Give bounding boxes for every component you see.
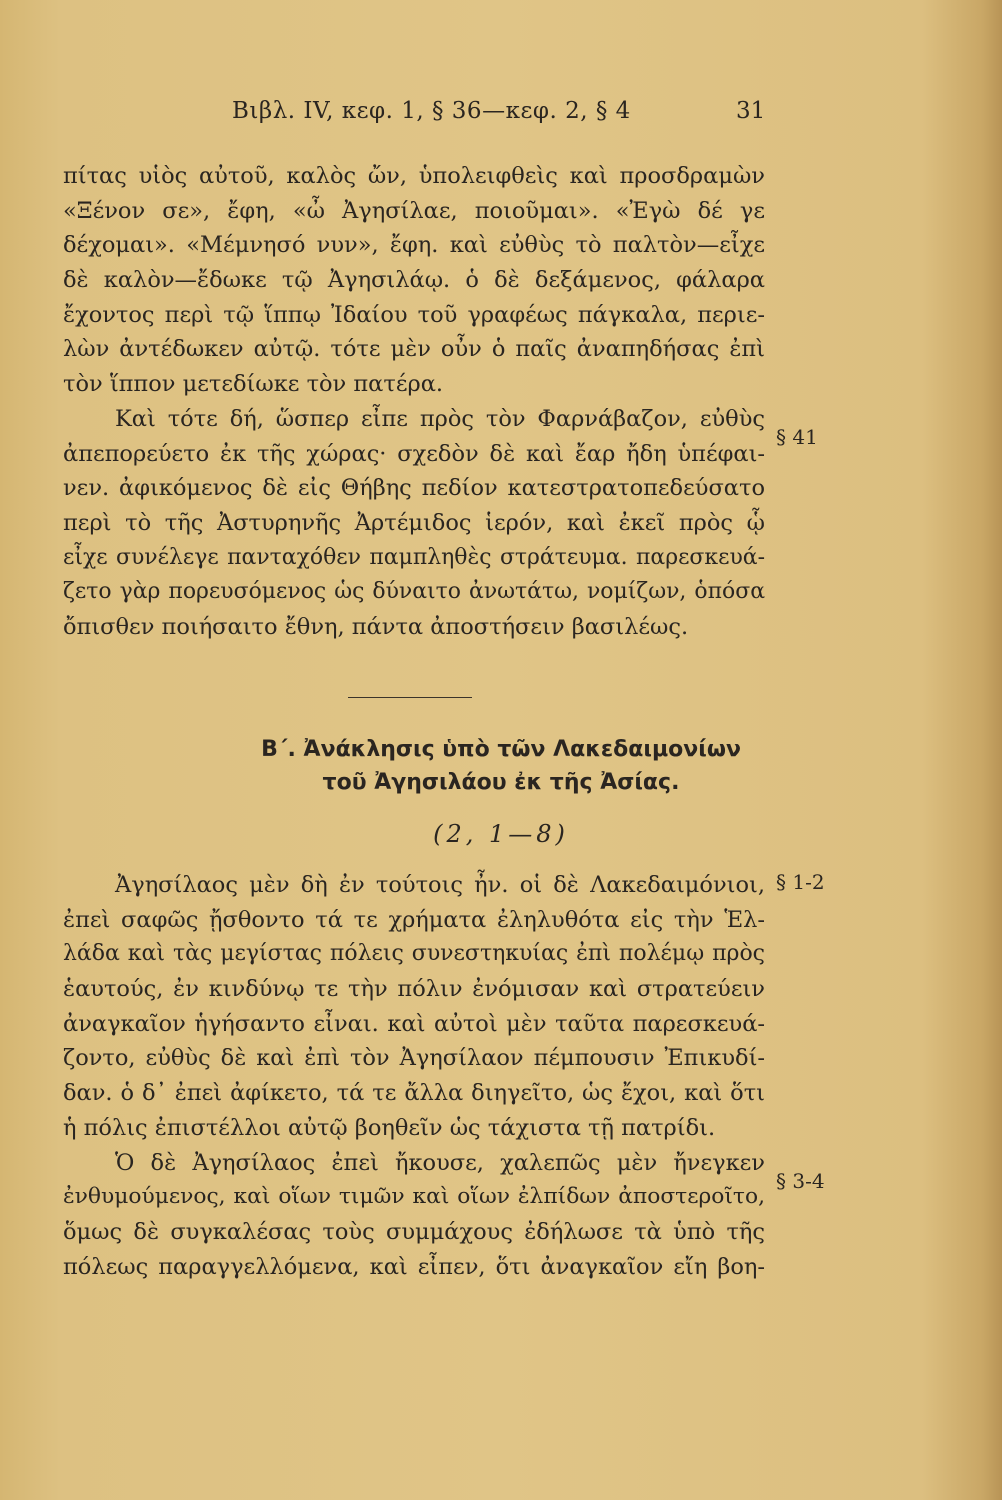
page-header <box>0 98 1002 134</box>
text-line: λὼν ἀντέδωκεν αὐτῷ. τότε μὲν οὖν ὁ παῖς ἀναπηδήσας ἐπὶ <box>63 336 765 363</box>
text-line: Ὁ δὲ Ἀγησίλαος ἐπεὶ ἤκουσε, χαλεπῶς μὲν ἤνεγκεν <box>115 1149 765 1176</box>
text-line: ἐπεὶ σαφῶς ᾔσθοντο τά τε χρήματα ἐληλυθότα εἰς τὴν Ἑλ- <box>63 906 765 933</box>
text-line: περὶ τὸ τῆς Ἀστυρηνῆς Ἀρτέμιδος ἱερόν, καὶ ἐκεῖ πρὸς ᾧ <box>63 509 765 536</box>
text-line: τὸν ἵππον μετεδίωκε τὸν πατέρα. <box>63 371 444 398</box>
text-line: Καὶ τότε δή, ὥσπερ εἶπε πρὸς τὸν Φαρνάβαζον, εὐθὺς <box>115 405 765 432</box>
margin-section-ref: § 41 <box>776 425 818 449</box>
text-line: ζετο γὰρ πορευσόμενος ὡς δύναιτο ἀνωτάτω, νομίζων, ὁπόσα <box>63 579 765 605</box>
text-line: ὅμως δὲ συγκαλέσας τοὺς συμμάχους ἐδήλωσε τὰ ὑπὸ τῆς <box>63 1218 765 1245</box>
page-number: 31 <box>736 98 766 124</box>
text-line: «Ξένον σε», ἔφη, «ὦ Ἀγησίλαε, ποιοῦμαι». «Ἐγὼ δέ γε <box>63 197 765 224</box>
text-line: ζοντο, εὐθὺς δὲ καὶ ἐπὶ τὸν Ἀγησίλαον πέμπουσιν Ἐπικυδί- <box>63 1045 765 1072</box>
text-line: ἔχοντος περὶ τῷ ἵππῳ Ἰδαίου τοῦ γραφέως πάγκαλα, περιε- <box>63 301 765 328</box>
text-line: Ἀγησίλαος μὲν δὴ ἐν τούτοις ἦν. οἱ δὲ Λακεδαιμόνιοι, <box>115 872 765 898</box>
text-line: ἀπεπορεύετο ἐκ τῆς χώρας· σχεδὸν δὲ καὶ ἔαρ ἤδη ὑπέφαι- <box>63 440 765 467</box>
chapter-heading-line-1: Β΄. Ἀνάκλησις ὑπὸ τῶν Λακεδαιμονίων <box>261 737 741 762</box>
text-line: ἑαυτούς, ἐν κινδύνῳ τε τὴν πόλιν ἐνόμισαν καὶ στρατεύειν <box>63 976 765 1003</box>
chapter-heading-line-2: τοῦ Ἀγησιλάου ἐκ τῆς Ἀσίας. <box>322 770 680 795</box>
text-line: ὄπισθεν ποιήσαιτο ἔθνη, πάντα ἀποστήσειν βασιλέως. <box>63 613 689 640</box>
section-1-text <box>63 159 765 645</box>
text-line: πόλεως παραγγελλόμενα, καὶ εἶπεν, ὅτι ἀναγκαῖον εἴη βοη- <box>63 1253 765 1280</box>
text-line: ἐνθυμούμενος, καὶ οἵων τιμῶν καὶ οἵων ἐλπίδων ἀποστεροῖτο, <box>63 1184 765 1210</box>
chapter-subheading: (2, 1—8) <box>433 820 569 848</box>
text-line: δέχομαι». «Μέμνησό νυν», ἔφη. καὶ εὐθὺς τὸ παλτὸν—εἶχε <box>63 232 765 259</box>
running-head: Βιβλ. IV, κεφ. 1, § 36—κεφ. 2, § 4 <box>232 98 631 124</box>
text-line: ἀναγκαῖον ἡγήσαντο εἶναι. καὶ αὐτοὶ μὲν ταῦτα παρεσκευά- <box>63 1010 765 1037</box>
section-divider <box>348 697 472 698</box>
section-2-text <box>63 868 765 1284</box>
text-line: δὲ καλὸν—ἔδωκε τῷ Ἀγησιλάῳ. ὁ δὲ δεξάμενος, φάλαρα <box>63 267 765 294</box>
text-line: δαν. ὁ δ᾽ ἐπεὶ ἀφίκετο, τά τε ἄλλα διηγεῖτο, ὡς ἔχοι, καὶ ὅτι <box>63 1080 765 1107</box>
text-line: εἶχε συνέλεγε πανταχόθεν παμπληθὲς στράτευμα. παρεσκευά- <box>63 544 765 570</box>
text-line: νεν. ἀφικόμενος δὲ εἰς Θήβης πεδίον κατεστρατοπεδεύσατο <box>63 475 765 502</box>
margin-section-ref: § 1-2 <box>776 870 825 894</box>
text-line: λάδα καὶ τὰς μεγίστας πόλεις συνεστηκυίας ἐπὶ πολέμῳ πρὸς <box>63 941 765 967</box>
text-line: πίτας υἱὸς αὐτοῦ, καλὸς ὤν, ὑπολειφθεὶς καὶ προσδραμὼν <box>63 163 765 189</box>
margin-section-ref: § 3-4 <box>776 1169 825 1193</box>
text-line: ἡ πόλις ἐπιστέλλοι αὐτῷ βοηθεῖν ὡς τάχιστα τῇ πατρίδι. <box>63 1114 716 1141</box>
